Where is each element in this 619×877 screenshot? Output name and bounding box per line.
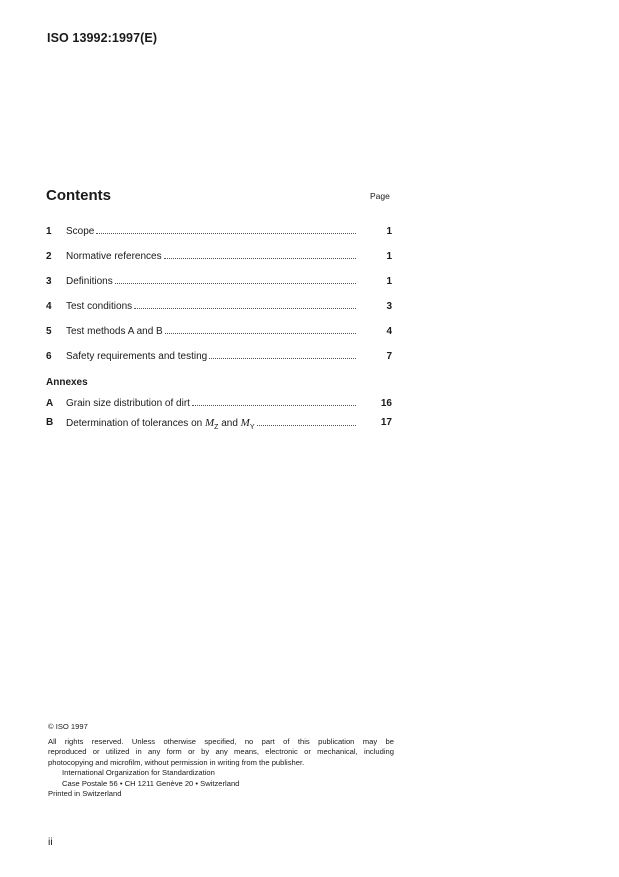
dot-leader [164, 257, 356, 259]
toc-entry-title: Safety requirements and testing [66, 351, 208, 362]
symbol-m: M [204, 417, 215, 429]
annex-title-conjunction: and [218, 418, 241, 429]
dot-leader [96, 232, 356, 234]
rights-text-line: reproduced or utilized in any form or by any means, electronic or mechanical, including [48, 747, 394, 756]
toc-entry-number: 6 [46, 351, 52, 362]
toc-entry-test-methods[interactable] [46, 325, 392, 339]
toc-entry-title: Definitions [66, 276, 113, 287]
dot-leader [115, 282, 356, 284]
document-identifier: ISO 13992:1997(E) [47, 31, 158, 45]
annex-entry-b[interactable] [46, 416, 392, 430]
printed-in: Printed in Switzerland [48, 789, 122, 798]
toc-entry-definitions[interactable] [46, 275, 392, 289]
rights-text-line: All rights reserved. Unless otherwise specified, no part of this publication may be [48, 736, 394, 746]
copyright-notice [48, 722, 394, 800]
toc-entry-page: 1 [386, 276, 392, 287]
toc-entry-number: 3 [46, 276, 52, 287]
dot-leader [165, 332, 356, 334]
toc-entry-number: 4 [46, 301, 52, 312]
toc-entry-title: Test conditions [66, 301, 133, 312]
toc-entry-title: Normative references [66, 251, 162, 262]
annex-entry-a[interactable] [46, 397, 392, 411]
dot-leader [257, 424, 356, 426]
page-number: ii [48, 836, 53, 848]
toc-entry-safety-requirements[interactable] [46, 350, 392, 364]
toc-entry-page: 1 [386, 226, 392, 237]
annex-page: 16 [380, 398, 392, 409]
annex-letter: A [46, 398, 54, 409]
page-column-label: Page [370, 191, 390, 201]
annex-title [66, 416, 255, 435]
toc-entry-page: 1 [386, 251, 392, 262]
toc-entry-title: Scope [66, 226, 95, 237]
organization-name: International Organization for Standardization [62, 768, 215, 777]
rights-text-line: photocopying and microfilm, without permission in writing from the publisher. [48, 757, 305, 767]
toc-entry-scope[interactable] [46, 225, 392, 239]
organization-address: Case Postale 56 • CH 1211 Genève 20 • Switzerland [62, 778, 240, 788]
toc-entry-test-conditions[interactable] [46, 300, 392, 314]
annex-title-text: Determination of tolerances on [66, 418, 205, 429]
dot-leader [134, 307, 356, 309]
symbol-m: M [240, 417, 250, 429]
toc-entry-page: 4 [386, 326, 392, 337]
toc-entry-page: 7 [386, 351, 392, 362]
annex-page: 17 [380, 417, 392, 428]
toc-entry-title: Test methods A and B [66, 326, 163, 337]
annex-letter: B [46, 417, 54, 428]
toc-entry-number: 2 [46, 251, 52, 262]
contents-heading: Contents [46, 187, 111, 204]
toc-entry-number: 5 [46, 326, 52, 337]
subscript-z: Z [214, 424, 219, 431]
annex-title: Grain size distribution of dirt [66, 398, 190, 409]
dot-leader [192, 404, 356, 406]
toc-entry-number: 1 [46, 226, 52, 237]
toc-entry-normative-references[interactable] [46, 250, 392, 264]
toc-entry-page: 3 [386, 301, 392, 312]
subscript-y: Y [249, 424, 255, 431]
copyright-symbol-line: © ISO 1997 [48, 722, 88, 731]
annexes-heading: Annexes [46, 377, 88, 388]
dot-leader [209, 357, 356, 359]
